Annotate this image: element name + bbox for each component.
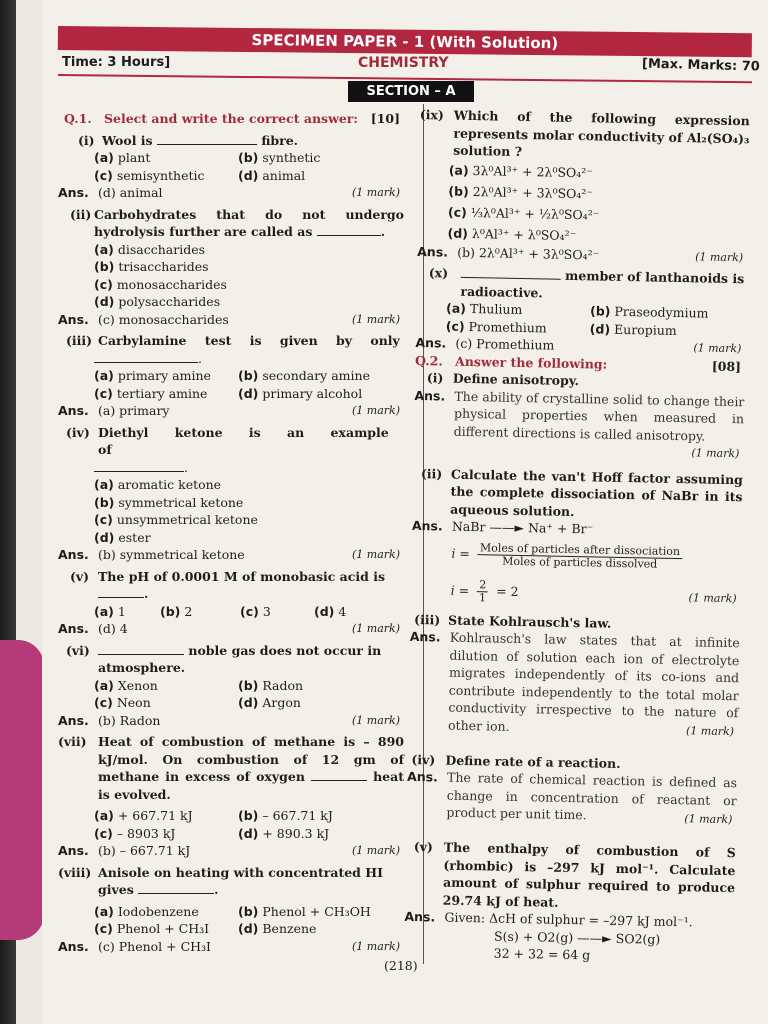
answer-v: Ans. (d) 4 (1 mark) <box>58 621 400 636</box>
option: (d) primary alcohol <box>238 385 363 401</box>
left-column: Q.1. Select and write the correct answer: [10] (i) Wool is fibre. (a) plant (b) synthetic (c) semisynthetic (d) animal Ans. (d) animal (1 mark) (ii) Carbohydrates that do not undergo hydrolysis further are called as . (a) disaccharides (b) trisaccharides (c) monosaccharides (d) polysaccharides Ans. (c) monosaccharides (1 mark) (iii) Carbylamine test is given by only . (a) primary amine (b) secondary amine (c) tertiary amine (d) primary alcohol Ans. (a) primary (1 mark) (iv) Diethyl ketone is an example of . (a) aromatic ketone (b) symmetrical ketone (c) unsymmetrical ketone (d) ester Ans. (b) symmetrical ketone (1 mark) (v) The pH of 0.0001 M of monobasic acid is . (a) 1 (b) 2 (c) 3 (d) 4 Ans. (d) 4 (1 mark) (vi) noble gas does not occur in atmosphere. (a) Xenon (b) Radon (c) Neon (d) Argon Ans. (b) Radon (1 mark) (vii) Heat of combustion of methane is – 890 kJ/mol. On combustion of 12 gm of methane in excess of oxygen heat is evolved. (a) + 667.71 kJ (b) – 667.71 kJ (c) – 8903 kJ (d) + 890.3 kJ Ans. (b) – 667.71 kJ (1 mark) (viii) Anisole on heating with concentrated HI gives . (a) Iodobenzene (b) Phenol + CH₃OH (c) Phenol + CH₃I (d) Benzene Ans. (c) Phenol + CH₃I (1 mark) <box>58 111 404 954</box>
option: (a) Xenon <box>94 677 158 693</box>
question-2-heading: Q.2. Answer the following: [08] <box>414 352 742 374</box>
option: (d) + 890.3 kJ <box>238 825 330 841</box>
answer-ii: Ans. (c) monosaccharides (1 mark) <box>58 311 400 327</box>
option: (b) Radon <box>238 677 304 693</box>
fill-blank <box>461 266 561 280</box>
option: (a) primary amine <box>94 368 211 383</box>
question-i: (i) Wool is fibre. <box>78 132 299 148</box>
question-ii: (ii) Carbohydrates that do not undergo hydrolysis further are called as . <box>70 206 404 239</box>
result-fraction: $\frac{2}{1}$ <box>478 577 487 604</box>
answer-2-i: Ans. The ability of crystalline solid to change their physical properties when measured in different directions is called anisotropy. <box>414 387 745 444</box>
question-1-heading: Q.1. Select and write the correct answer: [10] <box>64 111 400 126</box>
option: (c) 3 <box>240 603 271 619</box>
page-tab-marker <box>0 640 44 940</box>
options-vi <box>94 677 404 712</box>
option: (c) unsymmetrical ketone <box>94 512 258 527</box>
exam-page <box>42 0 768 1024</box>
question-viii: (viii) Anisole on heating with concentrated HI gives . <box>58 864 383 897</box>
question-ix: (ix) Which of the following expression represents molar conductivity of Al₂(SO₄)₃ solution ? <box>419 106 750 159</box>
option: (d) polysaccharides <box>94 294 221 309</box>
option: (b) trisaccharides <box>94 259 209 274</box>
fill-blank <box>94 351 198 363</box>
paper-title-banner: SPECIMEN PAPER - 1 (With Solution) <box>58 26 752 57</box>
option: (b) Phenol + CH₃OH <box>238 903 371 919</box>
fill-blank <box>98 586 144 598</box>
question-iv: (iv) Diethyl ketone is an example of <box>66 424 389 457</box>
options-v <box>94 603 404 621</box>
subject-title: CHEMISTRY <box>358 55 449 71</box>
answer-2-iv: Ans. The rate of chemical reaction is defined as change in concentration of reactant or product per unit time. <box>406 768 738 823</box>
options-iv <box>94 476 404 546</box>
fill-blank <box>98 643 184 655</box>
answer-iv: Ans. (b) symmetrical ketone (1 mark) <box>58 547 400 562</box>
answer-ix: Ans. (b) 2λ⁰Al³⁺ + 3λ⁰SO₄²⁻ (1 mark) <box>417 243 744 264</box>
question-2-v: (v) The enthalpy of combustion of S (rhombic) is –297 kJ mol⁻¹. Calculate amount of sulphur required to produce 29.74 kJ of heat. <box>413 839 736 910</box>
option: (c) – 8903 kJ <box>94 825 176 841</box>
option: (c) ⅓λ⁰Al³⁺ + ½λ⁰SO₄²⁻ <box>447 204 600 222</box>
fill-blank <box>94 460 184 472</box>
options-iii <box>94 367 404 402</box>
molar-mass-sum: 32 + 32 = 64 g <box>493 945 591 963</box>
option: (c) tertiary amine <box>94 385 208 401</box>
options-ix <box>447 159 749 249</box>
question-vii: (vii) Heat of combustion of methane is – 890 kJ/mol. On combustion of 12 gm of methane in excess of oxygen heat is evolved. <box>58 734 404 802</box>
option: (c) Neon <box>94 695 151 710</box>
options-x <box>446 300 747 341</box>
option: (c) monosaccharides <box>94 276 227 292</box>
question-vi: (vi) noble gas does not occur in atmosphere. <box>66 642 382 675</box>
option: (d) Argon <box>238 695 301 710</box>
options-ii <box>94 241 404 311</box>
option: (b) – 667.71 kJ <box>238 808 333 823</box>
option: (c) Phenol + CH₃I <box>94 921 210 936</box>
fill-blank <box>317 224 381 236</box>
option: (a) disaccharides <box>94 241 206 257</box>
option: (c) Promethium <box>445 318 547 335</box>
option: (d) 4 <box>314 603 347 619</box>
option: (a) plant <box>94 150 151 165</box>
option: (d) ester <box>94 529 151 545</box>
answer-2-iii: Ans. Kohlrausch's law states that at infinite dilution of solution each ion of electrolyte migrates independently of its co-ions and contribute independently to the total molar conductivity irrespective to the nature of other ion. <box>409 628 740 734</box>
page-number: (218) <box>384 958 418 973</box>
option: (b) Praseodymium <box>589 303 709 321</box>
question-2-iii: (iii) State Kohlrausch's law. <box>414 611 612 631</box>
option: (b) 2 <box>160 603 193 619</box>
options-vii <box>94 807 404 842</box>
answer-i: Ans. (d) animal (1 mark) <box>58 185 400 200</box>
option: (a) aromatic ketone <box>94 477 222 492</box>
answer-vi: Ans. (b) Radon (1 mark) <box>58 712 400 728</box>
options-i <box>94 149 404 184</box>
option: (a) 1 <box>94 603 126 619</box>
option: (c) semisynthetic <box>94 167 205 183</box>
vant-hoff-formula: i = $\frac{\text{Moles of particles after dissociation}}{\text{Moles of particles dissolved}}$ <box>451 540 681 571</box>
right-column: (ix) Which of the following expression represents molar conductivity of Al₂(SO₄)₃ solution ? (a) 3λ⁰Al³⁺ + 2λ⁰SO₄²⁻ (b) 2λ⁰Al³⁺ + 3λ⁰SO₄²⁻ (c) ⅓λ⁰Al³⁺ + ½λ⁰SO₄²⁻ (d) λ⁰Al³⁺ + λ⁰SO₄²⁻ Ans. (b) 2λ⁰Al³⁺ + 3λ⁰SO₄²⁻ (1 mark) (x) member of lanthanoids is radioactive. (a) Thulium (b) Praseodymium (c) Promethium (d) Europium Ans. (c) Promethium (1 mark) Q.2. Answer the following: [08] (i) Define anisotropy. Ans. The ability of crystalline solid to change their physical properties when measured in different directions is called anisotropy. (1 mark) (ii) Calculate the van't Hoff factor assuming the complete dissociation of NaBr in its aqueous solution. Ans. NaBr ——► Na⁺ + Br⁻ i = $\frac{\text{Moles of particles after dissociation}}{\text{Moles of particles dissolved}}$ i = $\frac{2}{1}$ = 2 (1 mark) (iii) State Kohlrausch's law. Ans. Kohlrausch's law states that at infinite dilution of solution each ion of electrolyte migrates independently of its co-ions and contribute independently to the total molar conductivity irrespective to the nature of other ion. (1 mark) (iv) Define rate of a reaction. Ans. The rate of chemical reaction is defined as change in concentration of reactant or product per unit time. (1 mark) (v) The enthalpy of combustion of S (rhombic) is –297 kJ mol⁻¹. Calculate amount of sulphur required to produce 29.74 kJ of heat. Ans. Given: ΔcH of sulphur = –297 kJ mol⁻¹. S(s) + O2(g) ——► SO2(g) 32 + 32 = 64 g <box>404 106 750 967</box>
option: (b) synthetic <box>238 150 321 165</box>
question-x: (x) member of lanthanoids is radioactive. <box>428 265 745 300</box>
section-heading: SECTION – A <box>348 81 474 102</box>
option: (b) symmetrical ketone <box>94 494 244 510</box>
option: (b) secondary amine <box>238 368 370 383</box>
question-2-i: (i) Define anisotropy. <box>426 370 580 389</box>
combustion-equation: S(s) + O2(g) ——► SO2(g) <box>493 928 661 947</box>
option: (d) Benzene <box>238 921 317 936</box>
option: (d) animal <box>238 167 306 183</box>
question-v: (v) The pH of 0.0001 M of monobasic acid is . <box>70 568 386 601</box>
option: (a) 3λ⁰Al³⁺ + 2λ⁰SO₄²⁻ <box>448 162 594 180</box>
option: (b) 2λ⁰Al³⁺ + 3λ⁰SO₄²⁻ <box>448 183 594 201</box>
max-marks-label: [Max. Marks: 70 <box>641 56 761 75</box>
answer-vii: Ans. (b) – 667.71 kJ (1 mark) <box>58 843 400 858</box>
time-label: Time: 3 Hours] <box>62 55 171 70</box>
answer-2-ii: Ans. NaBr ——► Na⁺ + Br⁻ <box>411 517 594 537</box>
answer-2-v: Ans. Given: ΔcH of sulphur = –297 kJ mol⁻¹. <box>404 908 693 930</box>
fill-blank <box>311 769 367 781</box>
question-iii: (iii) Carbylamine test is given by only <box>66 333 400 348</box>
question-2-ii: (ii) Calculate the van't Hoff factor assuming the complete dissociation of NaBr in its aqueous solution. <box>420 465 744 519</box>
option: (a) + 667.71 kJ <box>94 808 193 823</box>
vant-hoff-result: i = $\frac{2}{1}$ = 2 (1 mark) <box>450 577 737 605</box>
option: (d) Europium <box>589 320 677 338</box>
option: (d) λ⁰Al³⁺ + λ⁰SO₄²⁻ <box>447 225 577 243</box>
options-viii <box>94 903 404 938</box>
option: (a) Thulium <box>445 300 523 318</box>
answer-x: Ans. (c) Promethium (1 mark) <box>415 334 742 356</box>
answer-viii: Ans. (c) Phenol + CH₃I (1 mark) <box>58 938 400 954</box>
option: (a) Iodobenzene <box>94 903 199 919</box>
fill-blank <box>138 882 214 894</box>
answer-iii: Ans. (a) primary (1 mark) <box>58 403 400 418</box>
formula-fraction: $\frac{\text{Moles of particles after dissociation}}{\text{Moles of particles dissolved}}$ <box>478 542 682 571</box>
question-2-iv: (iv) Define rate of a reaction. <box>411 751 621 771</box>
fill-blank <box>157 133 257 145</box>
